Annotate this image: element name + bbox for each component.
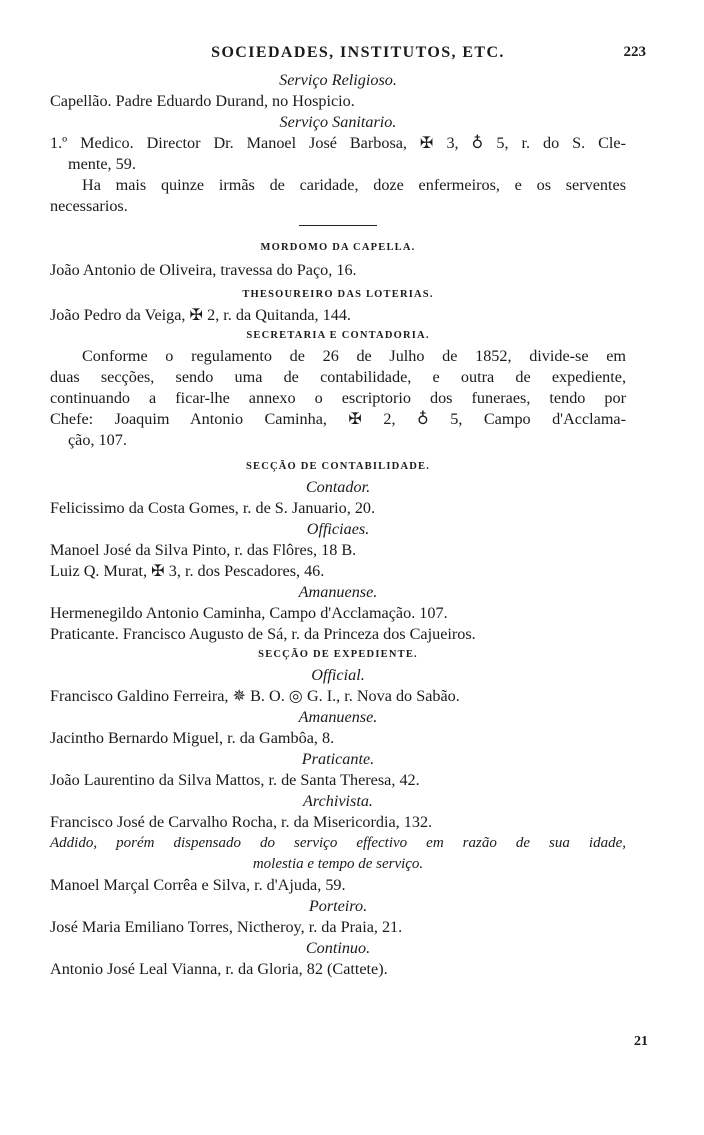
sanitario-note-line1: Ha mais quinze irmãs de caridade, doze enfermeiros, e os serventes <box>82 176 626 194</box>
medico-entry-line2: mente, 59. <box>68 155 136 173</box>
secretaria-line4: Chefe: Joaquim Antonio Caminha, ✠ 2, ♁ 5, Campo d'Acclama- <box>50 410 626 428</box>
sanitario-note-line2: necessarios. <box>50 197 128 215</box>
mordomo-entry: João Antonio de Oliveira, travessa do Paço, 16. <box>50 261 357 279</box>
contabilidade-heading: SECÇÃO DE CONTABILIDADE. <box>245 461 431 472</box>
archivista-label: Archivista. <box>303 792 373 810</box>
contador-entry: Felicissimo da Costa Gomes, r. de S. Januario, 20. <box>50 499 376 517</box>
praticante-entry-contabilidade: Praticante. Francisco Augusto de Sá, r. da Princeza dos Cajueiros. <box>50 625 476 643</box>
amanuense-label-contabilidade: Amanuense. <box>298 583 378 601</box>
amanuense-label-expediente: Amanuense. <box>298 708 378 726</box>
official-entry-1: Manoel José da Silva Pinto, r. das Flôres, 18 B. <box>50 541 357 559</box>
page-number: 223 <box>623 44 646 60</box>
amanuense-entry-contabilidade: Hermenegildo Antonio Caminha, Campo d'Acclamação. 107. <box>50 604 448 622</box>
medico-entry-line1: 1.º Medico. Director Dr. Manoel José Barbosa, ✠ 3, ♁ 5, r. do S. Cle- <box>50 134 626 152</box>
amanuense-entry-expediente: Jacintho Bernardo Miguel, r. da Gambôa, 8. <box>50 729 335 747</box>
servico-sanitario-heading: Serviço Sanitario. <box>279 113 397 131</box>
thesoureiro-heading: THESOUREIRO DAS LOTERIAS. <box>242 289 434 300</box>
secretaria-line2: duas secções, sendo uma de contabilidade, e outra de expediente, <box>50 368 626 386</box>
almanac-page <box>50 44 648 1049</box>
porteiro-entry: José Maria Emiliano Torres, Nictheroy, r. da Praia, 21. <box>50 918 403 936</box>
secretaria-line3: continuando a ficar-lhe annexo o escriptorio dos funeraes, tendo por <box>50 389 626 407</box>
capellao-entry: Capellão. Padre Eduardo Durand, no Hospicio. <box>50 92 355 110</box>
addido-line1: Addido, porém dispensado do serviço effectivo em razão de sua idade, <box>50 835 626 851</box>
contador-label: Contador. <box>305 478 371 496</box>
praticante-entry-expediente: João Laurentino da Silva Mattos, r. de Santa Theresa, 42. <box>50 771 420 789</box>
secretaria-line5: ção, 107. <box>68 431 127 449</box>
secretaria-line1: Conforme o regulamento de 26 de Julho de 1852, divide-se em <box>82 347 626 365</box>
servico-religioso-heading: Serviço Religioso. <box>279 71 397 89</box>
porteiro-label: Porteiro. <box>308 897 368 915</box>
section-divider <box>299 225 377 226</box>
addido-name: Manoel Marçal Corrêa e Silva, r. d'Ajuda, 59. <box>50 876 346 894</box>
official-entry-2: Luiz Q. Murat, ✠ 3, r. dos Pescadores, 46. <box>50 562 325 580</box>
running-title: SOCIEDADES, INSTITUTOS, ETC. <box>211 44 505 61</box>
official-entry-expediente: Francisco Galdino Ferreira, ✵ B. O. ◎ G. I., r. Nova do Sabão. <box>50 687 460 705</box>
continuo-label: Continuo. <box>305 939 371 957</box>
secretaria-heading: SECRETARIA E CONTADORIA. <box>246 330 430 341</box>
addido-line2: molestia e tempo de serviço. <box>252 856 424 872</box>
thesoureiro-entry: João Pedro da Veiga, ✠ 2, r. da Quitanda, 144. <box>50 306 351 324</box>
archivista-entry: Francisco José de Carvalho Rocha, r. da Misericordia, 132. <box>50 813 433 831</box>
signature-mark: 21 <box>634 1034 648 1049</box>
mordomo-heading: MORDOMO DA CAPELLA. <box>260 242 416 253</box>
continuo-entry: Antonio José Leal Vianna, r. da Gloria, 82 (Cattete). <box>50 960 388 978</box>
officiaes-label: Officiaes. <box>306 520 370 538</box>
praticante-label-expediente: Praticante. <box>301 750 375 768</box>
running-header <box>50 44 646 70</box>
expediente-heading: SECÇÃO DE EXPEDIENTE. <box>258 649 418 660</box>
official-label-expediente: Official. <box>311 666 365 684</box>
